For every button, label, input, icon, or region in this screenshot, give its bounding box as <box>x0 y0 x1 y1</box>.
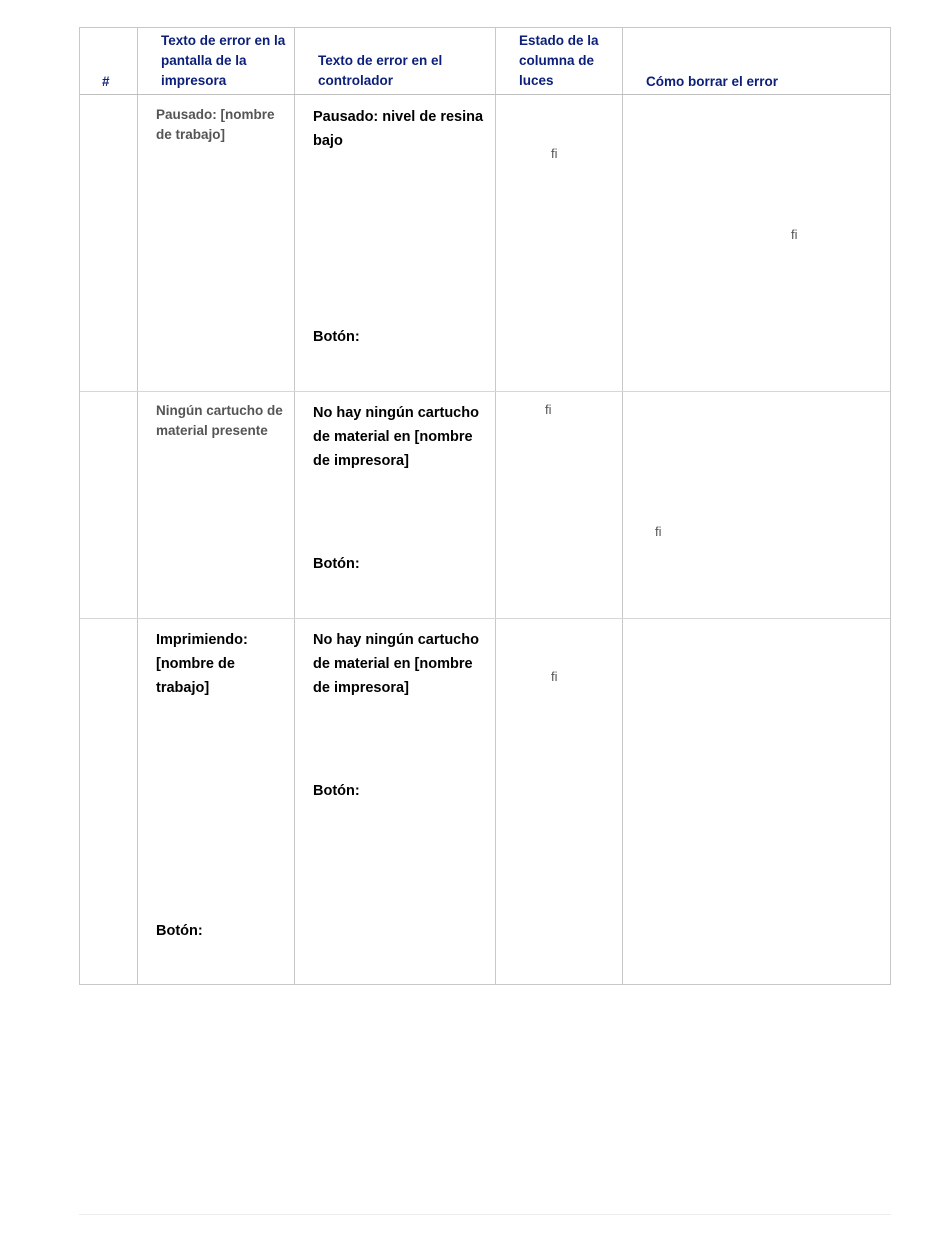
header-number: # <box>102 74 110 89</box>
column-divider <box>294 28 295 984</box>
column-divider <box>495 28 496 984</box>
header-controller-text: Texto de error en el controlador <box>318 53 443 88</box>
row3-light-state-glyph: ﬁ <box>551 669 558 684</box>
header-printer-text: Texto de error en la pantalla de la impresora <box>161 33 286 88</box>
row2-clear-glyph: ﬁ <box>655 524 662 539</box>
column-divider <box>137 28 138 984</box>
header-light-state: Estado de la columna de luces <box>519 33 599 88</box>
row2-controller-text: No hay ningún cartucho de material en [nombre de impresora] <box>313 405 479 469</box>
row-divider <box>80 391 890 392</box>
row3-controller-text: No hay ningún cartucho de material en [nombre de impresora] <box>313 632 479 696</box>
row1-clear-glyph: ﬁ <box>791 227 798 242</box>
footer-rule <box>79 1214 891 1215</box>
row3-controller-button-label: Botón: <box>313 783 360 799</box>
error-table <box>79 27 891 985</box>
column-divider <box>622 28 623 984</box>
row1-controller-button-label: Botón: <box>313 329 360 345</box>
row2-printer-text: Ningún cartucho de material presente <box>156 403 283 438</box>
row1-light-state-glyph: ﬁ <box>551 146 558 161</box>
row3-printer-button-label: Botón: <box>156 923 203 939</box>
row1-printer-text: Pausado: [nombre de trabajo] <box>156 107 275 142</box>
header-row-divider <box>80 94 890 95</box>
row2-controller-button-label: Botón: <box>313 556 360 572</box>
row3-printer-text: Imprimiendo: [nombre de trabajo] <box>156 632 248 696</box>
row2-light-state-glyph: ﬁ <box>545 402 552 417</box>
header-how-to-clear: Cómo borrar el error <box>646 74 779 89</box>
row-divider <box>80 618 890 619</box>
row1-controller-text: Pausado: nivel de resina bajo <box>313 109 484 149</box>
